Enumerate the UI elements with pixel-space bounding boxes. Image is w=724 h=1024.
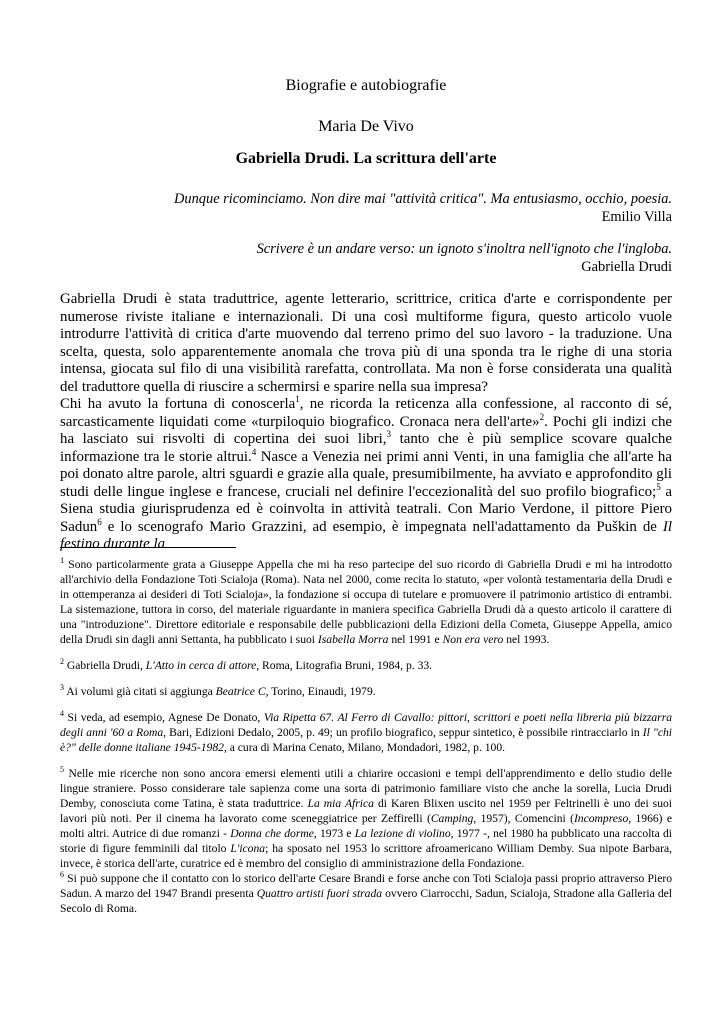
text-run: Chi ha avuto la fortuna di conoscerla xyxy=(60,396,296,412)
paragraph xyxy=(60,396,672,554)
text-run: , Torino, Einaudi, 1979. xyxy=(265,685,376,698)
text-run: La lezione di violino xyxy=(354,827,451,840)
footnote-number: 6 xyxy=(60,870,64,880)
footnote-ref[interactable]: 2 xyxy=(539,411,545,422)
text-run: Il "chi è?" delle donne italiane 1945-1982 xyxy=(60,726,673,754)
text-run: nel 1993. xyxy=(503,633,550,646)
epigraph-attribution: Gabriella Drudi xyxy=(581,259,672,275)
text-run: nel 1991 e xyxy=(388,633,443,646)
footnote-5 xyxy=(60,766,672,871)
epigraph-quote: Dunque ricominciamo. Non dire mai "attività critica". Ma entusiasmo, occhio, poesia. xyxy=(174,191,672,207)
footnote-ref[interactable]: 4 xyxy=(251,446,257,457)
text-run: Sono particolarmente grata a Giuseppe Appella che mi ha reso partecipe del suo ricordo di Gabriella Drudi e mi ha introdotto all'archivio della Fondazione Toti Scialoja (Roma). Nata nel 2000, come recita lo statuto, «per volontà testamentaria della Drudi e in ottemperanza ai desideri di Toti Scialoja», la fondazione si occupa di tutelare e promuovere il patrimonio artistico di entrambi. La sistemazione, tuttora in corso, del materiale riguardante in maniera specifica Gabriella Drudi dà a questo articolo il carattere di una "introduzione". Direttore editoriale e responsabile delle pubblicazioni della Edizioni della Cometa, Giuseppe Appella, amico della Drudi sin dagli anni Settanta, ha pubblicato i suoi xyxy=(60,558,672,646)
epigraph-2 xyxy=(112,240,672,276)
epigraph-attribution: Emilio Villa xyxy=(601,209,672,225)
text-run: . Pochi gli indizi che ha lasciato sui risvolti di copertina dei suoi libri, xyxy=(60,413,673,447)
text-run: Beatrice C xyxy=(215,685,266,698)
footnote-ref[interactable]: 1 xyxy=(295,394,300,405)
text-run: Camping xyxy=(430,812,474,825)
text-run: , ne ricorda la reticenza alla confessione, al racconto di sé, sarcasticamente liquidati come «turpiloquio biografico. Cronaca nera dell'arte» xyxy=(60,396,672,430)
footnote-number: 3 xyxy=(60,683,64,693)
footnote-separator xyxy=(60,547,236,548)
footnote-2 xyxy=(60,658,672,673)
text-run: e lo scenografo Mario Grazzini, ad esempio, è impegnata nell'adattamento da Puškin de xyxy=(101,518,663,535)
text-run: ovvero Ciarrocchi, Sadun, Scialoja, Stradone alla Galleria del Secolo di Roma. xyxy=(60,887,673,915)
text-run: Il festino durante la xyxy=(60,518,672,552)
text-run: , 1966) e molti altri. Autrice di due romanzi - xyxy=(60,812,673,840)
text-run: di Karen Blixen uscito nel 1959 per Feltrinelli è uno dei suoi lavori più noti. Per il cinema ha lavorato come sceneggiatrice per Zeffirelli ( xyxy=(60,797,673,825)
footnote-ref[interactable]: 3 xyxy=(386,429,391,440)
article-title: Gabriella Drudi. La scrittura dell'arte xyxy=(235,150,497,167)
text-run: Si veda, ad esempio, Agnese De Donato, xyxy=(64,711,264,724)
author-name: Maria De Vivo xyxy=(318,118,414,135)
text-run: Nasce a Venezia nei primi anni Venti, in una famiglia che all'arte ha poi donato altre parole, altri sguardi e grazie alla quale, presumibilmente, ha avviato e approfondito gli studi delle lingue inglese e francese, cruciali nel definire l'eccezionalità del suo profilo biografico; xyxy=(60,448,672,500)
text-run: Nelle mie ricerche non sono ancora emersi elementi utili a chiarire occasioni e tempi dell'apprendimento e dello studio delle lingue straniere. Posso considerare tale sapienza come una sorta di patrimonio familiare visto che anche la sorella, Lucia Drudi Demby, conosciuta come Tatina, è stata traduttrice. xyxy=(60,767,672,810)
text-run: Donna che dorme xyxy=(230,827,314,840)
text-run: , a cura di Marina Cenato, Milano, Mondadori, 1982, p. 100. xyxy=(223,741,506,754)
footnote-ref[interactable]: 5 xyxy=(656,481,661,492)
text-run: Via Ripetta 67. Al Ferro di Cavallo: pittori, scrittori e poeti nella libreria più bizzarra degli anni '60 a Roma xyxy=(60,711,672,739)
text-run: Isabella Morra xyxy=(317,633,389,646)
text-run: Incompreso xyxy=(573,812,629,825)
text-run: Gabriella Drudi, xyxy=(64,659,146,672)
text-run: Quattro artisti fuori strada xyxy=(256,887,383,900)
text-run: Ai volumi già citati si aggiunga xyxy=(64,685,216,698)
text-run: , Bari, Edizioni Dedalo, 2005, p. 49; un profilo biografico, seppur sintetico, è possibile rintracciarlo in xyxy=(163,726,643,739)
footnote-1 xyxy=(60,557,672,647)
article-body xyxy=(60,291,672,554)
section-heading: Biografie e autobiografie xyxy=(285,77,447,94)
epigraph-1 xyxy=(112,190,672,226)
paragraph: Gabriella Drudi è stata traduttrice, agente letterario, scrittrice, critica d'arte e corrispondente per numerose riviste italiane e internazionali. Di una così multiforme figura, questo articolo vuole introdurre l'attività di critica d'arte muovendo dal terreno primo del suo lavoro - la traduzione. Una scelta, questa, solo apparentemente anomala che trova più di una sponda tra le righe di una storia intensa, giocata sul filo di una visibilità rarefatta, controllata. Ma non è forse considerata una qualità del traduttore quella di riuscire a schermirsi e sparire nella sua impresa? xyxy=(60,291,672,395)
epigraph-quote: Scrivere è un andare verso: un ignoto s'inoltra nell'ignoto che l'ingloba. xyxy=(256,241,672,257)
footnote-number: 2 xyxy=(60,657,64,667)
text-run: , 1973 e xyxy=(313,827,355,840)
text-run: ; ha sposato nel 1953 lo scrittore afroamericano William Demby. Sua nipote Barbara, invece, è storica dell'arte, curatrice ed è membro del consiglio di amministrazione della Fondazione. xyxy=(60,842,672,870)
footnote-ref[interactable]: 6 xyxy=(97,516,102,527)
footnote-3 xyxy=(60,684,672,699)
text-run: , Roma, Litografia Bruni, 1984, p. 33. xyxy=(256,659,433,672)
text-run: a Siena studia giurisprudenza ed è coinvolta in attività teatrali. Con Mario Verdone, il pittore Piero Sadun xyxy=(60,483,672,535)
text-run: Si può suppone che il contatto con lo storico dell'arte Cesare Brandi e forse anche con Toti Scialoja passi proprio attraverso Piero Sadun. A marzo del 1947 Brandi presenta xyxy=(60,872,672,900)
text-run: L'icona xyxy=(230,842,266,855)
text-run: tanto che è più semplice scovare qualche informazione tra le storie altrui. xyxy=(60,431,672,465)
footnote-4 xyxy=(60,710,672,755)
text-run: , 1957), Comencini ( xyxy=(473,812,574,825)
footnote-number: 5 xyxy=(60,765,64,775)
text-run: , 1977 -, nel 1980 ha pubblicato una raccolta di storie di figure femminili dal titolo xyxy=(60,827,672,855)
footnotes xyxy=(60,557,672,927)
footnote-number: 1 xyxy=(60,555,65,566)
text-run: La mia Africa xyxy=(307,797,374,810)
footnote-6 xyxy=(60,871,672,916)
text-run: Non era vero xyxy=(442,633,504,646)
text-run: L'Atto in cerca di attore xyxy=(145,659,257,672)
footnote-number: 4 xyxy=(60,709,64,719)
